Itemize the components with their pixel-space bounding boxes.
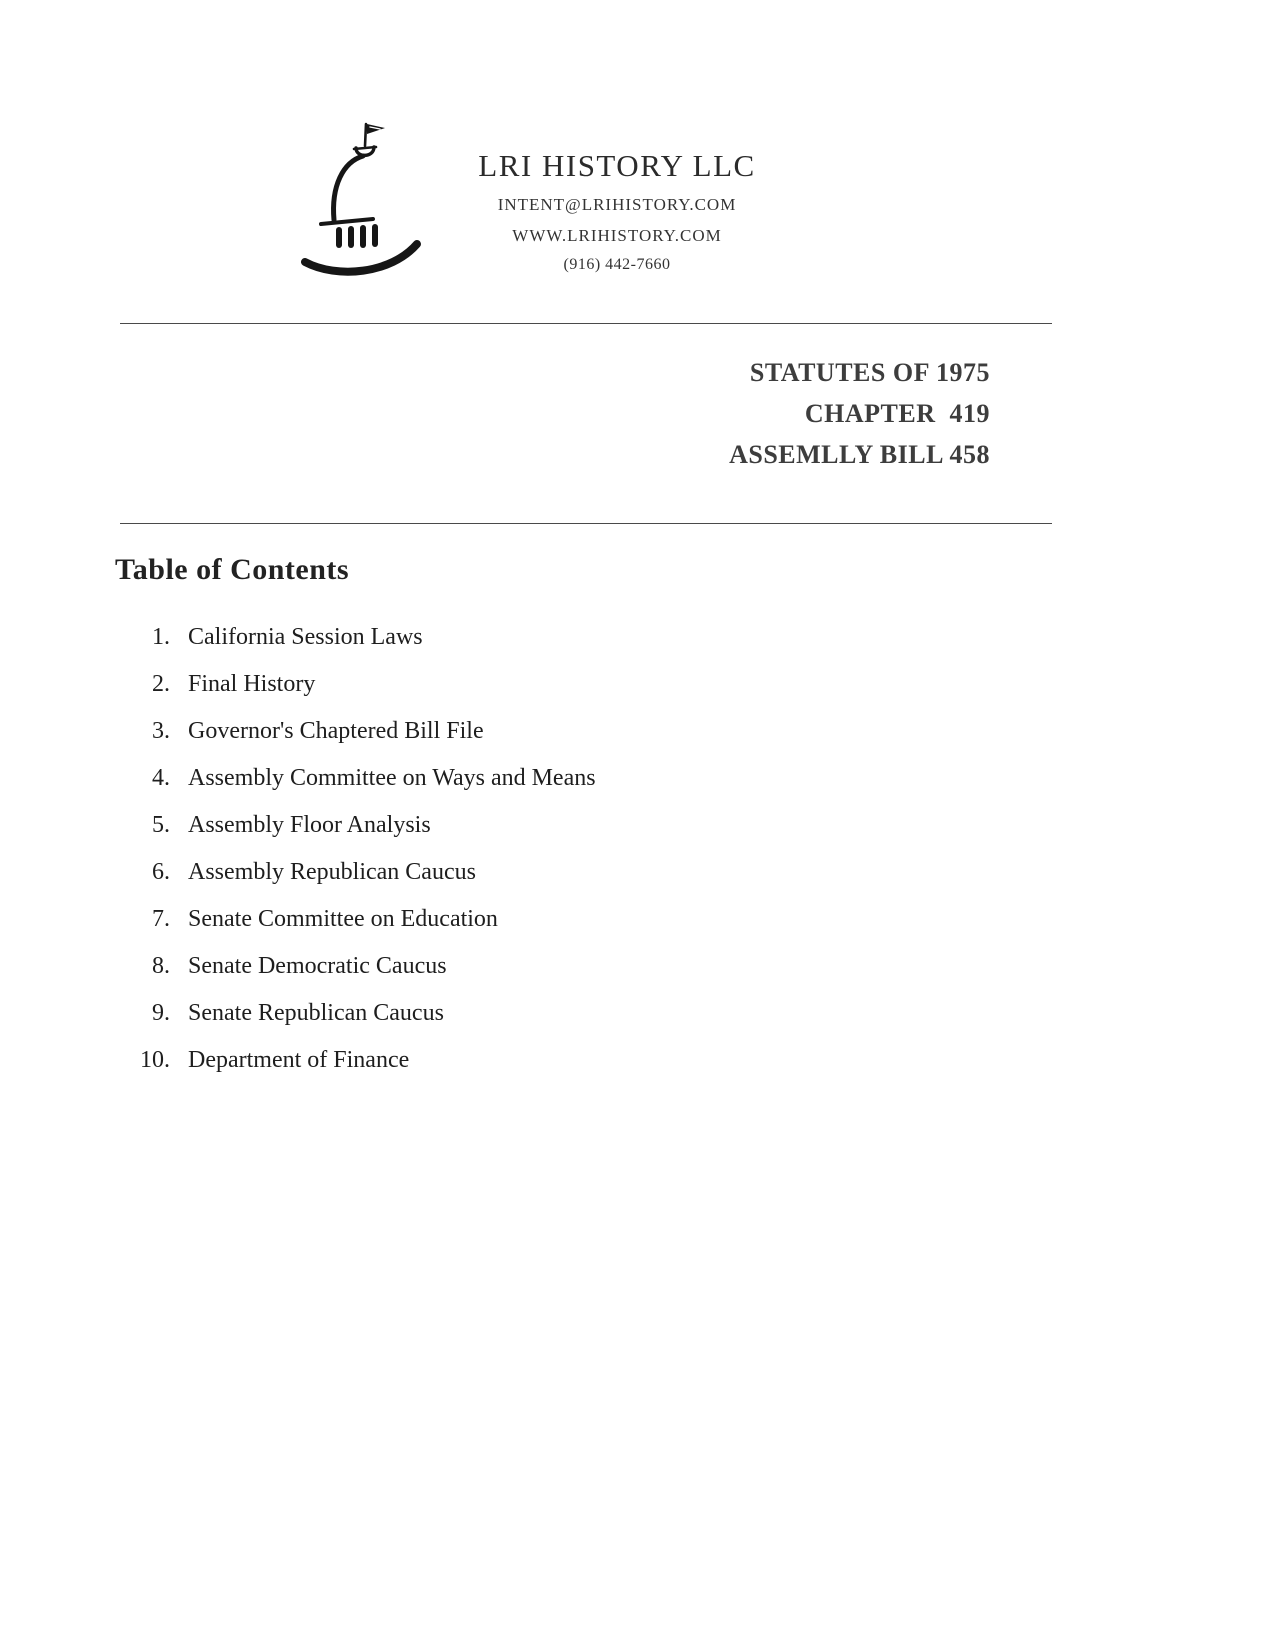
toc-item-number: 6. <box>152 859 170 885</box>
toc-item-number: 9. <box>152 1000 170 1026</box>
statutes-year-line: STATUTES OF 1975 <box>749 358 990 387</box>
letterhead <box>293 116 757 286</box>
toc-list <box>115 622 596 1092</box>
assembly-bill-line: ASSEMLLY BILL 458 <box>729 440 990 469</box>
toc-item <box>115 904 596 934</box>
toc-item <box>115 1045 596 1075</box>
letterhead-text <box>477 116 757 274</box>
toc-item <box>115 622 596 652</box>
toc-item <box>115 857 596 887</box>
toc-item-number: 4. <box>152 765 170 791</box>
toc-item <box>115 669 596 699</box>
toc-item-number: 7. <box>152 906 170 932</box>
toc-item <box>115 716 596 746</box>
toc-item-label: Senate Committee on Education <box>188 906 498 932</box>
statute-title-block <box>320 352 990 475</box>
capitol-dome-logo-icon <box>293 116 445 286</box>
toc-item <box>115 998 596 1028</box>
toc-item-label: Assembly Floor Analysis <box>188 812 431 838</box>
company-email: INTENT@LRIHISTORY.COM <box>497 195 737 214</box>
toc-item-number: 3. <box>152 718 170 744</box>
toc-heading: Table of Contents <box>115 553 350 586</box>
company-phone: (916) 442-7660 <box>563 256 671 273</box>
toc-item <box>115 763 596 793</box>
toc-item-number: 2. <box>152 671 170 697</box>
company-name: LRI HISTORY LLC <box>478 148 756 183</box>
chapter-line: CHAPTER 419 <box>804 399 990 428</box>
toc-item-label: Senate Democratic Caucus <box>188 953 447 979</box>
toc-item-label: Senate Republican Caucus <box>188 1000 444 1026</box>
divider-top <box>120 323 1052 324</box>
toc-item-number: 8. <box>152 953 170 979</box>
toc-item-label: Final History <box>188 671 316 697</box>
toc-item-label: Assembly Republican Caucus <box>188 859 476 885</box>
toc-item-number: 1. <box>152 624 170 650</box>
toc-item-label: Assembly Committee on Ways and Means <box>188 765 596 791</box>
toc-item <box>115 810 596 840</box>
toc-item <box>115 951 596 981</box>
toc-item-label: California Session Laws <box>188 624 423 650</box>
toc-item-label: Department of Finance <box>188 1047 410 1073</box>
toc-item-number: 10. <box>140 1047 170 1073</box>
divider-bottom <box>120 523 1052 524</box>
toc-item-number: 5. <box>152 812 170 838</box>
company-website: WWW.LRIHISTORY.COM <box>512 226 722 245</box>
toc-item-label: Governor's Chaptered Bill File <box>188 718 484 744</box>
